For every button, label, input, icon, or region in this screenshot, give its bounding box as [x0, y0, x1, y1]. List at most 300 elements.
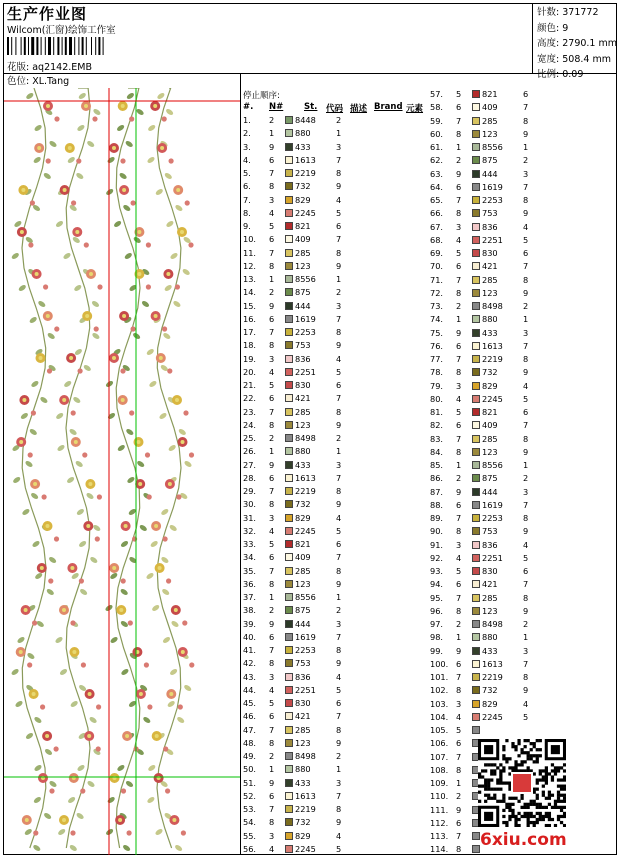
qr-module	[536, 778, 539, 781]
leaf	[89, 556, 98, 564]
qr-module	[520, 806, 523, 809]
flower-bud	[82, 452, 87, 457]
flower-bud	[94, 326, 99, 331]
flower-center	[89, 272, 93, 276]
qr-module	[496, 778, 499, 781]
qr-module	[563, 775, 566, 778]
stitch-code: 2251	[295, 366, 316, 377]
stitch-code: 880	[295, 446, 311, 457]
needle-number: 8	[456, 605, 462, 616]
needle-number: 1	[456, 778, 462, 788]
flower-center	[62, 818, 66, 822]
qr-module	[514, 766, 517, 769]
stop-number: 27.	[243, 459, 257, 470]
qr-module	[508, 809, 511, 812]
leaf	[116, 124, 125, 132]
stitch-code: 2245	[482, 711, 503, 722]
qr-module	[560, 778, 563, 781]
needle-number: 3	[456, 698, 462, 709]
stitch-code: 8498	[482, 301, 503, 311]
design-file-label: 花版:	[7, 62, 30, 73]
color-code: 4	[523, 539, 529, 550]
stitch-code: 1619	[295, 313, 316, 324]
qr-module	[542, 769, 545, 772]
thread-swatch	[472, 594, 480, 602]
qr-module	[484, 800, 487, 803]
needle-number: 9	[269, 459, 275, 470]
qr-module	[560, 815, 563, 818]
qr-module	[527, 754, 530, 757]
flower-center	[122, 188, 126, 192]
flower-bud	[183, 410, 188, 415]
leaf	[122, 844, 131, 852]
qr-module	[530, 812, 533, 815]
stop-number: 96.	[430, 605, 444, 616]
thread-swatch	[285, 646, 293, 654]
thread-swatch	[285, 487, 293, 495]
qr-module	[563, 769, 566, 772]
stitch-code: 285	[295, 565, 311, 576]
needle-number: 6	[456, 102, 462, 113]
flower-bud	[121, 788, 126, 793]
thread-swatch	[472, 262, 480, 270]
needle-number: 5	[456, 248, 462, 258]
needle-number: 2	[456, 619, 462, 629]
qr-module	[563, 812, 566, 815]
color-code: 2	[336, 751, 342, 761]
color-code: 8	[523, 672, 529, 682]
needle-number: 1	[456, 632, 462, 643]
qr-module	[517, 763, 520, 766]
stitch-code: 836	[482, 221, 498, 232]
needle-number: 5	[269, 539, 275, 549]
qr-module	[554, 824, 557, 827]
color-code: 4	[523, 380, 529, 391]
barcode-bar	[69, 37, 72, 55]
leaf	[150, 540, 159, 548]
qr-module	[563, 785, 566, 788]
stitch-code: 1619	[295, 631, 316, 642]
flower-center	[45, 734, 49, 738]
stop-number: 73.	[430, 301, 444, 311]
flower-center	[20, 230, 24, 234]
stop-number: 20.	[243, 366, 257, 377]
col-needle: N#	[269, 102, 284, 112]
needle-number: 9	[269, 618, 275, 629]
leaf	[29, 428, 38, 436]
stitch-code: 123	[295, 419, 311, 430]
flower-bud	[97, 494, 102, 499]
stop-number: 41.	[243, 645, 257, 655]
qr-module	[539, 754, 542, 757]
flower-center	[118, 818, 122, 822]
stop-number: 114.	[430, 844, 449, 855]
barcode-bar	[36, 37, 38, 55]
leaf	[91, 300, 100, 308]
flower-center	[155, 734, 159, 738]
leaf	[48, 140, 57, 148]
thread-swatch	[285, 143, 293, 151]
needle-number: 2	[456, 791, 462, 802]
stop-number: 110.	[430, 791, 449, 802]
flower-bud	[27, 662, 32, 667]
qr-module	[539, 748, 542, 751]
flower-center	[112, 566, 116, 570]
stop-number: 78.	[430, 367, 444, 378]
color-code: 8	[336, 804, 342, 814]
color-code: 7	[523, 499, 529, 510]
stop-number: 89.	[430, 513, 444, 523]
flower-center	[62, 398, 66, 402]
needle-number: 8	[456, 208, 462, 219]
qr-module	[478, 800, 481, 803]
qr-module	[554, 800, 557, 803]
stop-number: 84.	[430, 446, 444, 457]
flower-bud	[189, 662, 194, 667]
stop-number: 81.	[430, 407, 444, 417]
color-code: 8	[523, 354, 529, 364]
header-divider	[532, 3, 533, 73]
flower-bud	[169, 158, 174, 163]
color-code: 3	[336, 777, 342, 788]
color-code: 8	[336, 406, 342, 417]
color-code: 1	[523, 314, 529, 325]
needle-number: 7	[269, 565, 275, 576]
needle-number: 8	[456, 764, 462, 775]
needle-number: 4	[269, 366, 275, 377]
leaf	[183, 460, 192, 468]
flower-bud	[81, 662, 86, 667]
stop-number: 111.	[430, 804, 449, 815]
qr-module	[478, 775, 481, 778]
stop-number: 40.	[243, 631, 257, 642]
thread-swatch	[472, 713, 480, 721]
needle-number: 2	[269, 433, 275, 443]
watermark-6xiu: 6xiu.com	[480, 830, 567, 850]
color-code: 5	[523, 234, 529, 245]
flower-center	[154, 524, 158, 528]
leaf	[167, 700, 176, 708]
qr-pattern	[478, 739, 566, 827]
qr-module	[533, 803, 536, 806]
stop-number: 43.	[243, 671, 257, 682]
thread-swatch	[285, 169, 293, 177]
flower-center	[87, 734, 91, 738]
thread-swatch	[285, 752, 293, 760]
stitch-code: 8498	[295, 433, 316, 443]
stop-number: 17.	[243, 327, 257, 337]
color-code: 3	[523, 327, 529, 338]
stop-number: 51.	[243, 777, 257, 788]
qr-module	[527, 815, 530, 818]
thread-swatch	[285, 381, 293, 389]
stop-number: 5.	[243, 168, 251, 178]
qr-module	[484, 794, 487, 797]
stop-number: 10.	[243, 234, 257, 245]
qr-module	[493, 772, 496, 775]
needle-number: 2	[456, 155, 462, 166]
flower-bud	[120, 158, 125, 163]
stop-number: 71.	[430, 274, 444, 285]
color-code: 9	[523, 128, 529, 139]
qr-module	[548, 791, 551, 794]
stop-number: 99.	[430, 645, 444, 656]
color-code: 8	[336, 486, 342, 496]
color-code: 5	[523, 552, 529, 563]
thread-swatch	[472, 700, 480, 708]
qr-module	[530, 757, 533, 760]
qr-module	[551, 769, 554, 772]
stop-number: 76.	[430, 340, 444, 351]
qr-module	[563, 824, 566, 827]
barcode-bar	[31, 37, 34, 55]
embroidery-preview	[4, 88, 240, 855]
stitch-code: 2245	[295, 207, 316, 218]
flower-center	[72, 650, 76, 654]
leaf	[78, 540, 87, 548]
thread-swatch	[285, 328, 293, 336]
stop-number: 85.	[430, 460, 444, 470]
needle-number: 4	[269, 684, 275, 695]
flower-center	[46, 524, 50, 528]
qr-module	[505, 806, 508, 809]
needle-number: 7	[269, 645, 275, 655]
color-code: 8	[523, 513, 529, 523]
qr-module	[505, 757, 508, 760]
qr-module	[557, 800, 560, 803]
thread-swatch	[472, 130, 480, 138]
barcode-bar	[95, 37, 96, 55]
color-code: 8	[336, 168, 342, 178]
flower-bud	[42, 494, 47, 499]
leaf	[92, 524, 101, 532]
leaf	[33, 796, 42, 804]
stitch-code: 821	[482, 89, 498, 99]
qr-module	[551, 818, 554, 821]
stop-number: 69.	[430, 248, 444, 258]
thread-swatch	[472, 143, 480, 151]
stop-number: 70.	[430, 261, 444, 272]
qr-module	[508, 766, 511, 769]
flower-center	[139, 692, 143, 696]
qr-module	[493, 797, 496, 800]
qr-module	[502, 745, 505, 748]
qr-module	[563, 778, 566, 781]
stop-number: 62.	[430, 155, 444, 166]
stop-number: 63.	[430, 168, 444, 179]
thread-swatch	[472, 209, 480, 217]
stitch-code: 285	[295, 724, 311, 735]
stop-number: 16.	[243, 313, 257, 324]
needle-number: 2	[269, 287, 275, 298]
color-code: 5	[336, 684, 342, 695]
thread-swatch	[285, 434, 293, 442]
stitch-code: 2251	[295, 684, 316, 695]
needle-number: 3	[269, 830, 275, 841]
stitch-code: 2219	[295, 168, 316, 178]
qr-module	[524, 760, 527, 763]
stop-number: 56.	[243, 843, 257, 854]
flower-bud	[30, 200, 35, 205]
thread-swatch	[285, 580, 293, 588]
thread-swatch	[285, 408, 293, 416]
flower-bud	[28, 242, 33, 247]
leaf	[142, 716, 151, 724]
flower-center	[169, 692, 173, 696]
stitch-code: 285	[295, 247, 311, 258]
stop-number: 18.	[243, 340, 257, 351]
flower-center	[24, 608, 28, 612]
stitch-code: 732	[295, 499, 311, 510]
qr-module	[536, 760, 539, 763]
qr-module	[478, 785, 481, 788]
stitch-code: 2253	[482, 513, 503, 523]
color-code: 1	[523, 142, 529, 152]
flower-bud	[146, 242, 151, 247]
qr-module	[530, 821, 533, 824]
leaf	[83, 364, 92, 372]
color-code: 9	[523, 287, 529, 298]
design-width: 宽度: 508.4 mm	[537, 53, 611, 65]
needle-number: 3	[269, 353, 275, 364]
qr-module	[520, 751, 523, 754]
flower-center	[125, 734, 129, 738]
flower-center	[62, 608, 66, 612]
thread-swatch	[472, 647, 480, 655]
flower-bud	[84, 242, 89, 247]
flower-bud	[189, 452, 194, 457]
color-code: 2	[336, 287, 342, 298]
color-code: 2	[336, 433, 342, 443]
leaf	[169, 668, 178, 676]
design-height: 高度: 2790.1 mm	[537, 38, 618, 49]
flower-bud	[54, 536, 59, 541]
barcode-bar	[91, 37, 92, 55]
stop-number: 91.	[430, 539, 444, 550]
qr-module	[517, 818, 520, 821]
leaf	[107, 796, 116, 804]
stop-number: 2.	[243, 128, 251, 139]
barcode-bar	[15, 37, 16, 55]
color-code: 4	[336, 512, 342, 523]
thread-swatch	[285, 302, 293, 310]
stop-number: 9.	[243, 221, 251, 231]
barcode-bar	[48, 37, 51, 55]
leaf	[160, 508, 169, 516]
leaf	[20, 412, 29, 420]
flower-bud	[182, 620, 187, 625]
stop-number: 22.	[243, 393, 257, 404]
flower-bud	[71, 410, 76, 415]
stop-number: 77.	[430, 354, 444, 364]
qr-module	[478, 791, 481, 794]
leaf	[24, 460, 33, 468]
qr-module	[517, 742, 520, 745]
thread-swatch	[472, 673, 480, 681]
qr-module	[517, 800, 520, 803]
color-code: 8	[523, 433, 529, 444]
flower-bud	[48, 578, 53, 583]
flower-bud	[96, 704, 101, 709]
thread-swatch	[472, 223, 480, 231]
qr-module	[530, 803, 533, 806]
color-code: 3	[336, 459, 342, 470]
leaf	[116, 764, 125, 772]
flower-bud	[70, 620, 75, 625]
stitch-code: 8556	[295, 592, 316, 602]
needle-number: 5	[456, 566, 462, 576]
qr-module	[520, 794, 523, 797]
leaf	[66, 476, 75, 484]
color-code: 6	[336, 380, 342, 390]
qr-module	[527, 766, 530, 769]
qr-module	[481, 775, 484, 778]
qr-module	[563, 800, 566, 803]
qr-module	[514, 821, 517, 824]
col-element: 元素	[406, 104, 424, 114]
stitch-code: 433	[482, 645, 498, 656]
leaf	[141, 300, 150, 308]
qr-module	[545, 778, 548, 781]
floral-vine-pattern	[4, 88, 240, 855]
leaf	[13, 220, 22, 228]
qr-module	[496, 800, 499, 803]
flower-center	[119, 608, 123, 612]
thread-swatch	[472, 726, 480, 734]
qr-module	[545, 812, 548, 815]
leaf	[57, 828, 66, 836]
leaf	[71, 572, 80, 580]
qr-module	[560, 821, 563, 824]
qr-module	[496, 766, 499, 769]
leaf	[91, 332, 100, 340]
flower-center	[37, 146, 41, 150]
qr-module	[527, 751, 530, 754]
qr-module	[524, 739, 527, 742]
qr-module	[499, 772, 502, 775]
qr-module	[560, 788, 563, 791]
flower-center	[154, 314, 158, 318]
stitch-code: 753	[295, 340, 311, 351]
stitch-code: 421	[482, 261, 498, 272]
color-code: 2	[523, 619, 529, 629]
qr-module	[514, 818, 517, 821]
flower-center	[112, 146, 116, 150]
needle-number: 7	[456, 513, 462, 523]
flower-center	[160, 146, 164, 150]
qr-module	[560, 809, 563, 812]
qr-module	[557, 818, 560, 821]
flower-bud	[96, 746, 101, 751]
leaf	[125, 428, 134, 436]
qr-module	[527, 803, 530, 806]
stop-number: 102.	[430, 685, 449, 696]
flower-center	[181, 440, 185, 444]
leaf	[76, 764, 85, 772]
stitch-code: 732	[295, 817, 311, 828]
leaf	[125, 780, 134, 788]
needle-number: 1	[456, 142, 462, 152]
qr-module	[533, 760, 536, 763]
color-code: 9	[523, 526, 529, 537]
color-code: 9	[336, 578, 342, 589]
leaf	[25, 236, 34, 244]
leaf	[109, 572, 118, 580]
leaf	[55, 412, 64, 420]
stop-number: 25.	[243, 433, 257, 443]
leaf	[62, 252, 71, 260]
needle-number: 7	[456, 433, 462, 444]
